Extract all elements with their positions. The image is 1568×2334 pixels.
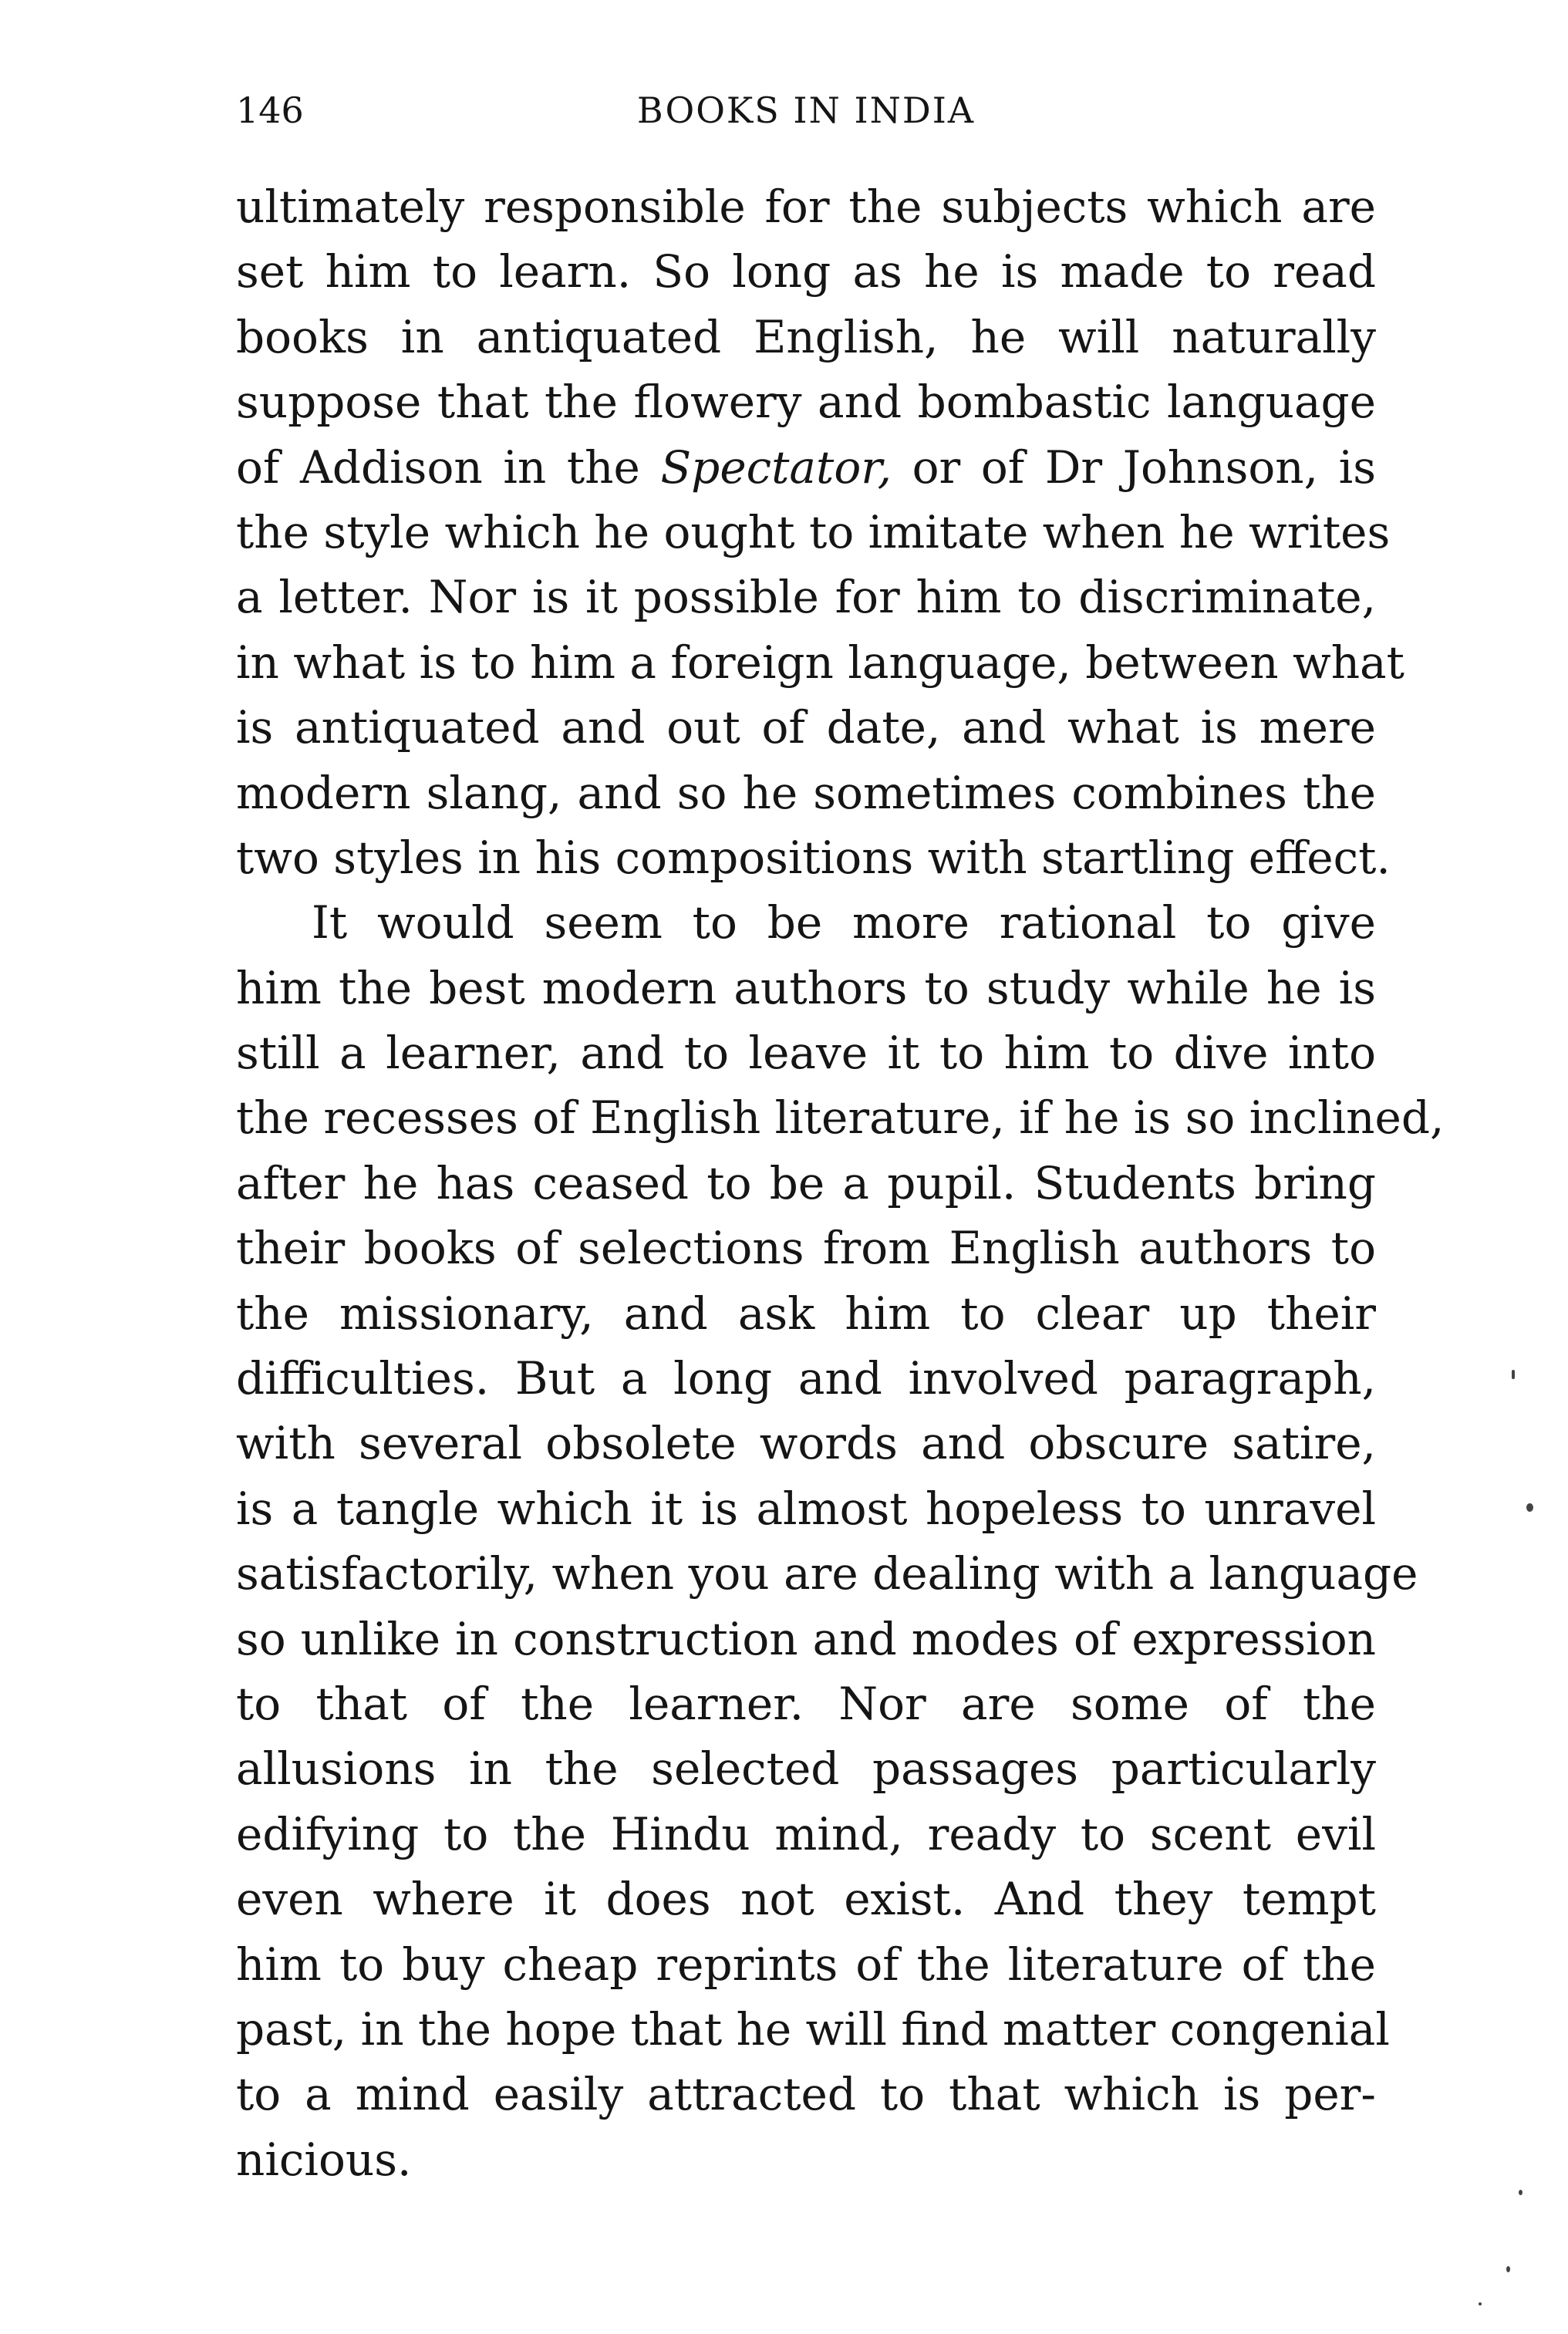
text-line: set him to learn. So long as he is made to read	[236, 245, 1376, 298]
italic-title-spectator: Spectator,	[660, 440, 892, 494]
text-line: him to buy cheap reprints of the literature of the	[236, 1938, 1376, 1991]
scan-speck	[1519, 2190, 1522, 2195]
text-line: two styles in his compositions with startling effect.	[236, 831, 1391, 884]
text-line: the style which he ought to imitate when he writes	[236, 505, 1391, 558]
text-line: a letter. Nor is it possible for him to discriminate,	[236, 571, 1376, 624]
text-line-with-italic	[236, 435, 1376, 500]
text-line: the missionary, and ask him to clear up their	[236, 1287, 1376, 1340]
text-line: even where it does not exist. And they tempt	[236, 1873, 1376, 1926]
text-line: difficulties. But a long and involved paragraph,	[236, 1352, 1376, 1405]
body-text	[236, 174, 1445, 2192]
text-line: ultimately responsible for the subjects which are	[236, 180, 1376, 233]
text-line: edifying to the Hindu mind, ready to scent evil	[236, 1807, 1376, 1860]
text-segment: or of Dr Johnson, is	[892, 440, 1376, 494]
text-line: is antiquated and out of date, and what is mere	[236, 701, 1376, 754]
text-line: in what is to him a foreign language, between what	[236, 636, 1404, 689]
text-line: modern slang, and so he sometimes combines the	[236, 766, 1376, 819]
scan-speck	[1526, 1503, 1533, 1512]
running-title: BOOKS IN INDIA	[636, 89, 976, 131]
text-line: the recesses of English literature, if he is so inclined,	[236, 1091, 1445, 1145]
text-line-indented: It would seem to be more rational to give	[312, 896, 1376, 949]
text-line: to that of the learner. Nor are some of the	[236, 1677, 1376, 1730]
text-line: suppose that the flowery and bombastic language	[236, 376, 1376, 429]
text-line: past, in the hope that he will find matter congenial	[236, 2002, 1390, 2056]
text-line: with several obsolete words and obscure satire,	[236, 1417, 1376, 1470]
scan-speck	[1512, 1370, 1515, 1379]
text-line: books in antiquated English, he will naturally	[236, 310, 1376, 363]
text-line: their books of selections from English authors to	[236, 1222, 1376, 1275]
page-header	[236, 83, 1376, 137]
text-line: is a tangle which it is almost hopeless to unravel	[236, 1482, 1376, 1535]
text-line: satisfactorily, when you are dealing with a language	[236, 1547, 1418, 1600]
text-line: still a learner, and to leave it to him to dive into	[236, 1027, 1376, 1080]
text-line: allusions in the selected passages particularly	[236, 1742, 1376, 1796]
scan-speck	[1506, 2266, 1510, 2272]
text-line: him the best modern authors to study while he is	[236, 961, 1376, 1014]
text-line: after he has ceased to be a pupil. Students bring	[236, 1156, 1376, 1209]
text-line: to a mind easily attracted to that which is per-	[236, 2068, 1376, 2121]
scan-speck	[1479, 2302, 1482, 2305]
text-line-last: nicious.	[236, 2133, 412, 2186]
text-line: so unlike in construction and modes of expression	[236, 1612, 1376, 1665]
text-segment: of Addison in the	[236, 440, 661, 494]
page-number: 146	[236, 89, 304, 131]
